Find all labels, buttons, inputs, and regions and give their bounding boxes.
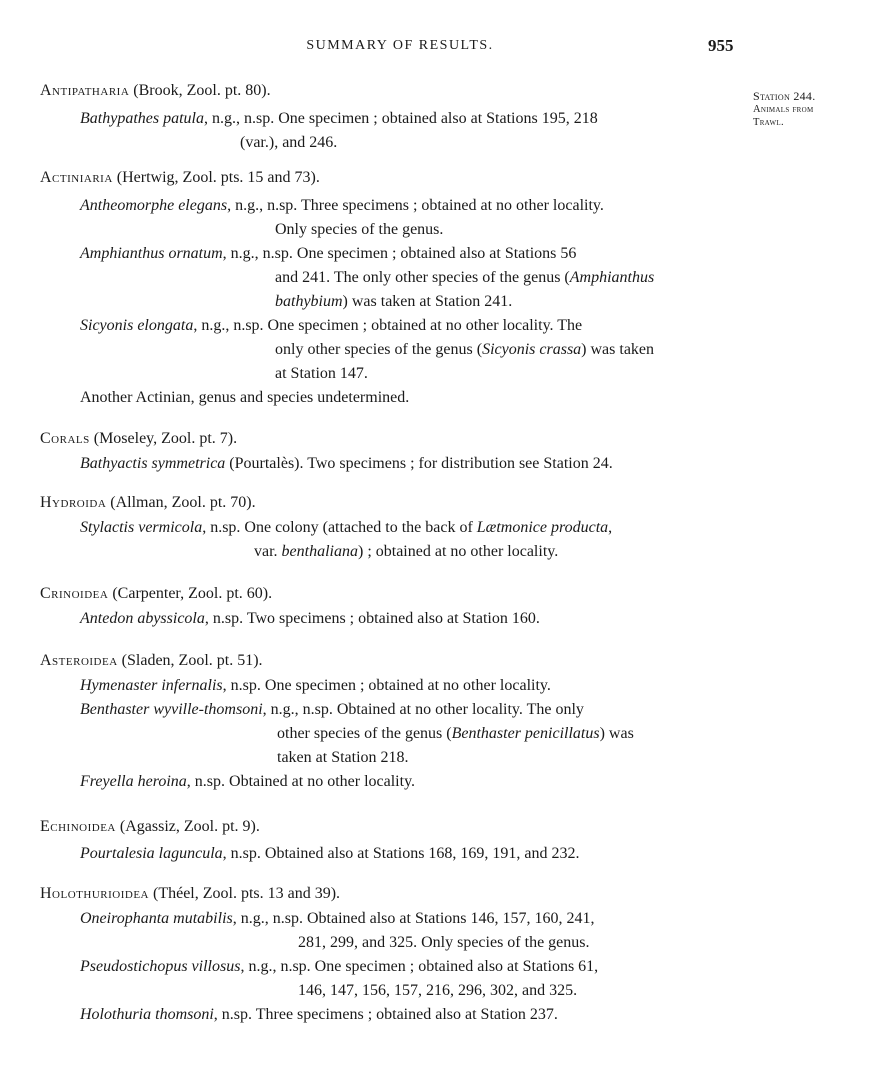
entry-text: (Pourtalès). Two specimens ; for distribution see Station 24. [225,455,613,472]
species-entry [80,194,750,242]
entry-text: , n.sp. One colony (attached to the back of [202,519,477,536]
entry-continuation [80,540,750,564]
entry-text: ) ; obtained at no other locality. [357,543,559,560]
group-authority: (Allman, Zool. pt. 70). [110,494,256,511]
species-entry [80,1003,750,1027]
species-name: Pseudostichopus villosus [80,958,241,975]
group-name: Corals [40,430,90,447]
species-entry [80,674,750,698]
group-echinoidea [40,816,750,866]
species-name: Freyella heroina [80,773,187,790]
entry-continuation: 146, 147, 156, 157, 216, 296, 302, and 325. [298,982,578,999]
group-antipatharia [40,80,750,155]
species-name: Antheomorphe elegans [80,197,228,214]
entry-text: ) was taken [581,341,655,358]
group-crinoidea [40,583,750,631]
margin-note-line: Trawl. [753,117,784,128]
species-name: Sicyonis crassa [482,341,582,358]
entry-continuation: (var.), and 246. [240,134,338,151]
species-entry [80,516,750,564]
entry-text: only other species of the genus ( [275,341,483,358]
entry-text: , n.sp. One specimen ; obtained at no other locality. [222,677,551,694]
species-entry [80,452,750,476]
species-entry [80,842,750,866]
entry-text: , [608,519,613,536]
species-name: Pourtalesia laguncula [80,845,223,862]
group-authority: (Moseley, Zool. pt. 7). [93,430,238,447]
entry-text: , n.g., n.sp. One specimen ; obtained at no other locality. The [193,317,583,334]
group-authority: (Hertwig, Zool. pts. 15 and 73). [116,169,320,186]
group-heading [40,167,750,189]
entry-text: , n.g., n.sp. One specimen ; obtained also at Stations 195, 218 [203,110,598,127]
group-name: Antipatharia [40,82,130,99]
entry-continuation: Only species of the genus. [275,221,444,238]
entry-text: , n.sp. Obtained at no other locality. [186,773,416,790]
entry-text: ) was [599,725,634,742]
group-heading [40,428,750,450]
species-entry [80,107,750,155]
species-entry [80,314,750,386]
margin-note [753,90,878,129]
entry-text: , n.g., n.sp. Obtained at no other locality. The only [262,701,584,718]
entry-text: , n.g., n.sp. One specimen ; obtained also at Stations 56 [222,245,577,262]
species-entry [80,955,750,1003]
species-name: bathybium [275,293,343,310]
group-name: Crinoidea [40,585,109,602]
group-note: Another Actinian, genus and species undetermined. [80,389,410,406]
group-heading [40,883,750,905]
species-name: benthaliana [281,543,358,560]
entry-continuation [80,266,750,290]
group-heading [40,650,750,672]
group-authority: (Carpenter, Zool. pt. 60). [112,585,273,602]
group-name: Asteroidea [40,652,118,669]
group-authority: (Agassiz, Zool. pt. 9). [119,818,260,835]
entry-text: , n.g., n.sp. Three specimens ; obtained at no other locality. [227,197,604,214]
page-number: 955 [708,36,734,55]
species-name: Lætmonice producta [476,519,609,536]
species-entry [80,770,750,794]
species-entry [80,607,750,631]
group-heading [40,583,750,605]
entry-text: ) was taken at Station 241. [342,293,513,310]
species-name: Holothuria thomsoni [80,1006,214,1023]
margin-note-line: Animals from [753,104,814,115]
group-hydroida [40,492,750,564]
entry-continuation [80,290,750,314]
group-heading [40,492,750,514]
species-name: Benthaster wyville-thomsoni [80,701,263,718]
species-name: Bathyactis symmetrica [80,455,226,472]
species-name: Amphianthus ornatum [80,245,223,262]
group-heading [40,816,750,838]
entry-continuation: at Station 147. [275,365,368,382]
group-name: Echinoidea [40,818,116,835]
group-name: Holothurioidea [40,885,149,902]
species-name: Oneirophanta mutabilis [80,910,233,927]
species-entry [80,242,750,314]
entry-text: var. [254,543,282,560]
entry-continuation [80,338,750,362]
species-name: Benthaster penicillatus [451,725,600,742]
species-entry [80,907,750,955]
group-authority: (Sladen, Zool. pt. 51). [121,652,263,669]
group-name: Hydroida [40,494,107,511]
entry-text: , n.sp. Two specimens ; obtained also at Station 160. [204,610,540,627]
species-name: Amphianthus [569,269,655,286]
entry-text: , n.sp. Obtained also at Stations 168, 169, 191, and 232. [222,845,580,862]
group-authority: (Brook, Zool. pt. 80). [133,82,271,99]
group-corals [40,428,750,476]
margin-note-line: Station 244. [753,89,816,103]
entry-text: and 241. The only other species of the genus ( [275,269,570,286]
species-name: Bathypathes patula [80,110,204,127]
species-name: Antedon abyssicola [80,610,205,627]
species-name: Sicyonis elongata [80,317,194,334]
entry-text: , n.g., n.sp. One specimen ; obtained also at Stations 61, [240,958,599,975]
group-asteroidea [40,650,750,794]
entry-continuation: 281, 299, and 325. Only species of the genus. [298,934,590,951]
entry-continuation: taken at Station 218. [277,749,409,766]
species-name: Hymenaster infernalis [80,677,223,694]
group-name: Actiniaria [40,169,113,186]
running-title: SUMMARY OF RESULTS. [306,38,494,53]
entry-text: other species of the genus ( [277,725,452,742]
species-entry [80,698,750,770]
group-actiniaria [40,167,750,410]
group-heading [40,80,750,102]
species-name: Stylactis vermicola [80,519,203,536]
entry-continuation [80,722,750,746]
entry-text: , n.sp. Three specimens ; obtained also at Station 237. [213,1006,558,1023]
group-holothurioidea [40,883,750,1027]
group-authority: (Théel, Zool. pts. 13 and 39). [152,885,341,902]
entry-text: , n.g., n.sp. Obtained also at Stations 146, 157, 160, 241, [232,910,595,927]
